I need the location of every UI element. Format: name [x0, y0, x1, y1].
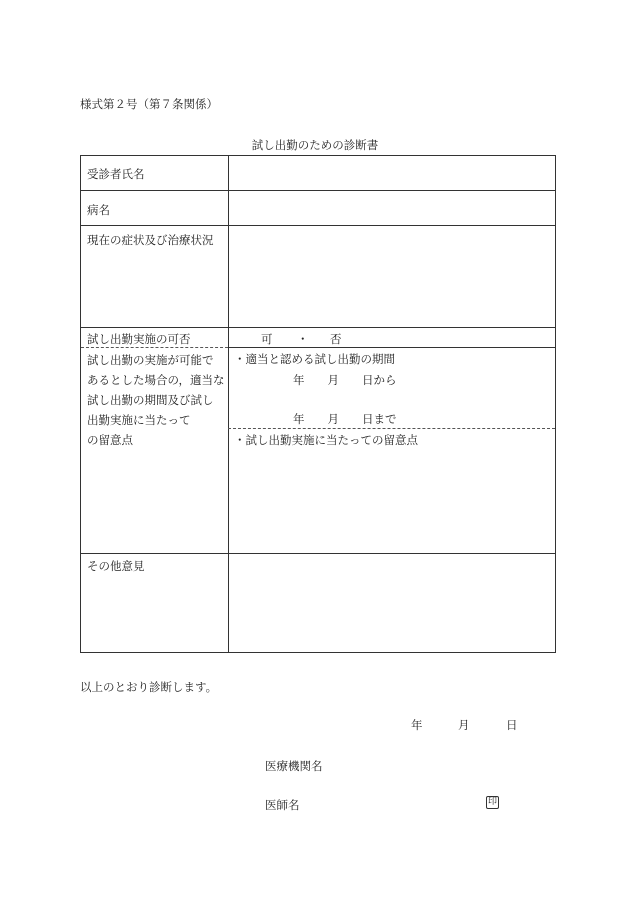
document-title: 試し出勤のための診断書 [251, 138, 379, 152]
trial-notes-label-line: 試し出勤の期間及び試し [87, 393, 214, 407]
medical-institution-label: 医療機関名 [265, 759, 323, 773]
feasibility-option-ok: 可 [261, 332, 273, 346]
trial-notes-label-line: あるとした場合の，適当な [87, 373, 225, 387]
dashed-divider [228, 428, 555, 429]
row-divider [228, 347, 555, 348]
disease-label: 病名 [87, 203, 110, 217]
seal-mark: 印 [487, 797, 497, 807]
date-year-label: 年 [411, 718, 423, 732]
trial-notes-label-line: の留意点 [87, 433, 133, 447]
feasibility-option-ng: 否 [330, 332, 342, 346]
trial-notes-label-line: 試し出勤の実施が可能で [87, 353, 214, 367]
form-number: 様式第２号（第７条関係） [80, 97, 218, 111]
diagnosis-form-table [80, 155, 556, 653]
doctor-name-label: 医師名 [265, 798, 300, 812]
row-divider [81, 327, 555, 328]
period-heading: ・適当と認める試し出勤の期間 [234, 352, 395, 366]
date-day-label: 日 [506, 718, 518, 732]
row-divider [81, 190, 555, 191]
period-to: 年 月 日まで [293, 412, 397, 426]
closing-statement: 以上のとおり診断します。 [80, 680, 218, 694]
feasibility-separator: ・ [297, 332, 309, 346]
symptoms-label: 現在の症状及び治療状況 [87, 233, 214, 247]
trial-notes-label-line: 出勤実施に当たって [87, 413, 191, 427]
date-month-label: 月 [458, 718, 470, 732]
column-divider [228, 156, 229, 652]
row-divider [81, 553, 555, 554]
feasibility-label: 試し出勤実施の可否 [87, 332, 191, 346]
period-from: 年 月 日から [293, 373, 397, 387]
trial-notes-label [87, 350, 225, 450]
patient-name-label: 受診者氏名 [87, 167, 145, 181]
other-opinion-label: その他意見 [87, 559, 145, 573]
row-divider [81, 225, 555, 226]
notes-heading: ・試し出勤実施に当たっての留意点 [234, 433, 418, 447]
dashed-divider [81, 347, 228, 348]
